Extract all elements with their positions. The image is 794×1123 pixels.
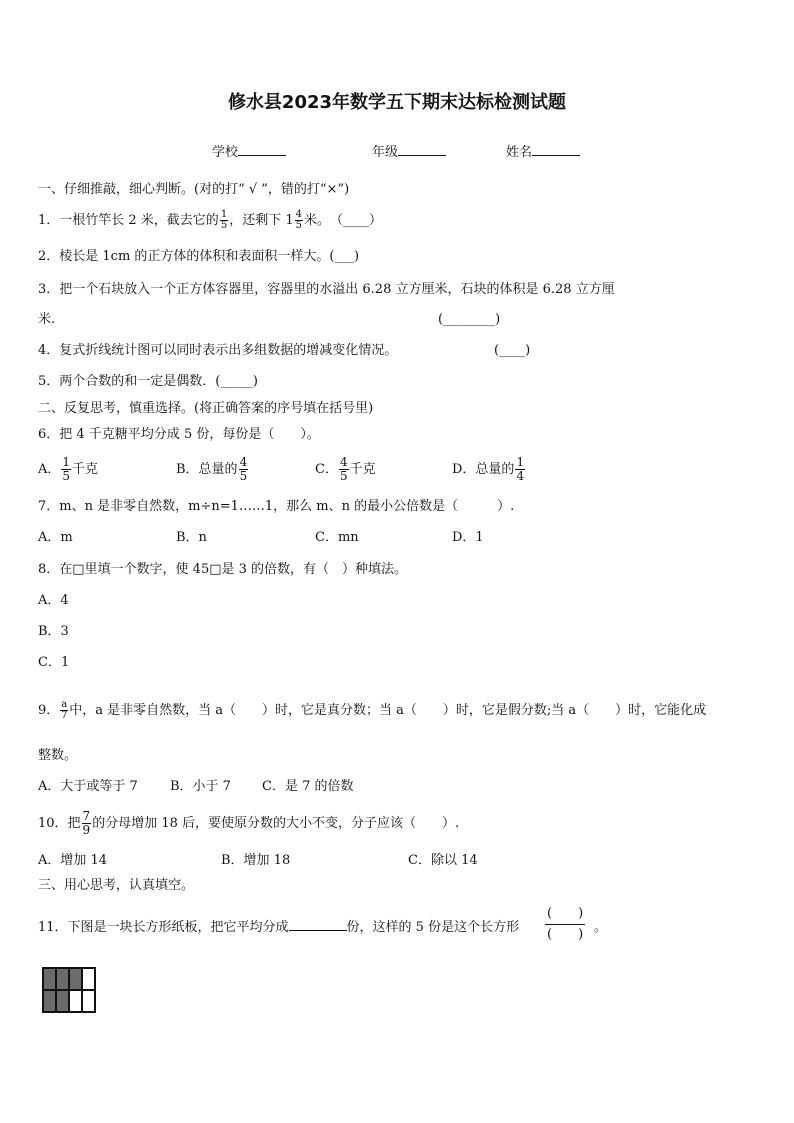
fraction: $\frac{1}{5}$ [220,209,228,231]
question-10: 10．把 $\frac{7}{9}$ 的分母增加 18 后，要使原分数的大小不变，分子应该（ ）. [38,809,460,837]
name-field: 姓名 [506,141,580,160]
question-9: 9． $\frac{a}{7}$ 中，a 是非零自然数，当 a（ ）时，它是真分数；当 a（ ）时，它是假分数;当 a（ ）时，它能化成 [38,699,707,721]
option-b[interactable]: B．3 [38,624,69,639]
school-field: 学校 [212,141,286,160]
option-a[interactable]: A．4 [38,593,69,608]
grid-cell [69,968,82,990]
option-b[interactable]: B．增加 18 [221,853,291,868]
section-heading-3: 三、用心思考，认真填空。 [38,878,195,893]
answer-blank[interactable] [289,918,347,931]
option-d[interactable]: D．总量的 $\frac{1}{4}$ [452,455,525,483]
option-a[interactable]: A．增加 14 [38,853,108,868]
option-c[interactable]: C．是 7 的倍数 [262,779,354,794]
option-c[interactable]: C．1 [38,655,70,670]
grid-cell [56,968,69,990]
section-heading-1: 一、仔细推敲，细心判断。(对的打“ √ ”，错的打“×”) [38,182,350,197]
option-b[interactable]: B．总量的 $\frac{4}{5}$ [176,455,248,483]
fraction: $\frac{a}{7}$ [61,699,68,721]
option-c[interactable]: C．除以 14 [408,853,478,868]
grid-cell [69,990,82,1012]
option-a[interactable]: A．大于或等于 7 [38,779,138,794]
question-5: 5．两个合数的和一定是偶数．(_____) [38,374,258,389]
fraction: $\frac{1}{4}$ [516,455,525,483]
fraction: $\frac{4}{5}$ [339,455,348,483]
fraction: $\frac{7}{9}$ [82,809,91,837]
option-c[interactable]: C．mn [315,530,359,545]
question-3-line1: 3．把一个石块放入一个正方体容器里，容器里的水溢出 6.28 立方厘米，石块的体积是 6.28 立方厘 [38,282,615,297]
page-title: 修水县2023年数学五下期末达标检测试题 [227,92,567,113]
fraction-blank[interactable]: ( ) ( ) [547,906,584,942]
period: 。 [594,920,608,935]
grade-field: 年级 [372,141,446,160]
grid-cell [82,968,95,990]
grid-cell [82,990,95,1012]
grid-cell [43,968,56,990]
question-8: 8．在□里填一个数字，使 45□是 3 的倍数，有（ ）种填法。 [38,562,408,577]
fraction: $\frac{4}{5}$ [295,209,302,231]
answer-paren[interactable]: (________) [438,312,501,327]
question-2: 2．棱长是 1cm 的正方体的体积和表面积一样大。(___) [38,249,360,264]
answer-paren[interactable]: (____) [494,343,531,358]
section-heading-2: 二、反复思考，慎重选择。(将正确答案的序号填在括号里) [38,401,374,416]
option-d[interactable]: D．1 [452,530,484,545]
school-blank[interactable] [238,142,286,156]
question-3-line2: 米. [38,312,56,327]
question-11: 11．下图是一块长方形纸板，把它平均分成 份，这样的 5 份是这个长方形 [38,920,520,935]
option-b[interactable]: B．小于 7 [170,779,231,794]
name-blank[interactable] [532,142,580,156]
fraction: $\frac{4}{5}$ [239,455,248,483]
question-7: 7．m、n 是非零自然数，m÷n=1……1，那么 m、n 的最小公倍数是（ ）. [38,499,515,514]
option-a[interactable]: A． $\frac{1}{5}$ 千克 [38,455,99,483]
grid-cell [43,990,56,1012]
question-9-line2: 整数。 [38,748,78,763]
option-b[interactable]: B．n [176,530,207,545]
option-c[interactable]: C． $\frac{4}{5}$ 千克 [315,455,376,483]
fraction: $\frac{1}{5}$ [62,455,71,483]
question-4: 4．复式折线统计图可以同时表示出多组数据的增减变化情况。 [38,343,398,358]
rectangle-grid-figure [42,967,96,1013]
question-1: 1．一根竹竿长 2 米，截去它的 $\frac{1}{5}$ ，还剩下 1 $\frac{4}{5}$ 米。 （____） [38,209,382,231]
grid-cell [56,990,69,1012]
grade-blank[interactable] [398,142,446,156]
question-6: 6．把 4 千克糖平均分成 5 份，每份是（ ）。 [38,427,320,442]
option-a[interactable]: A．m [38,530,73,545]
